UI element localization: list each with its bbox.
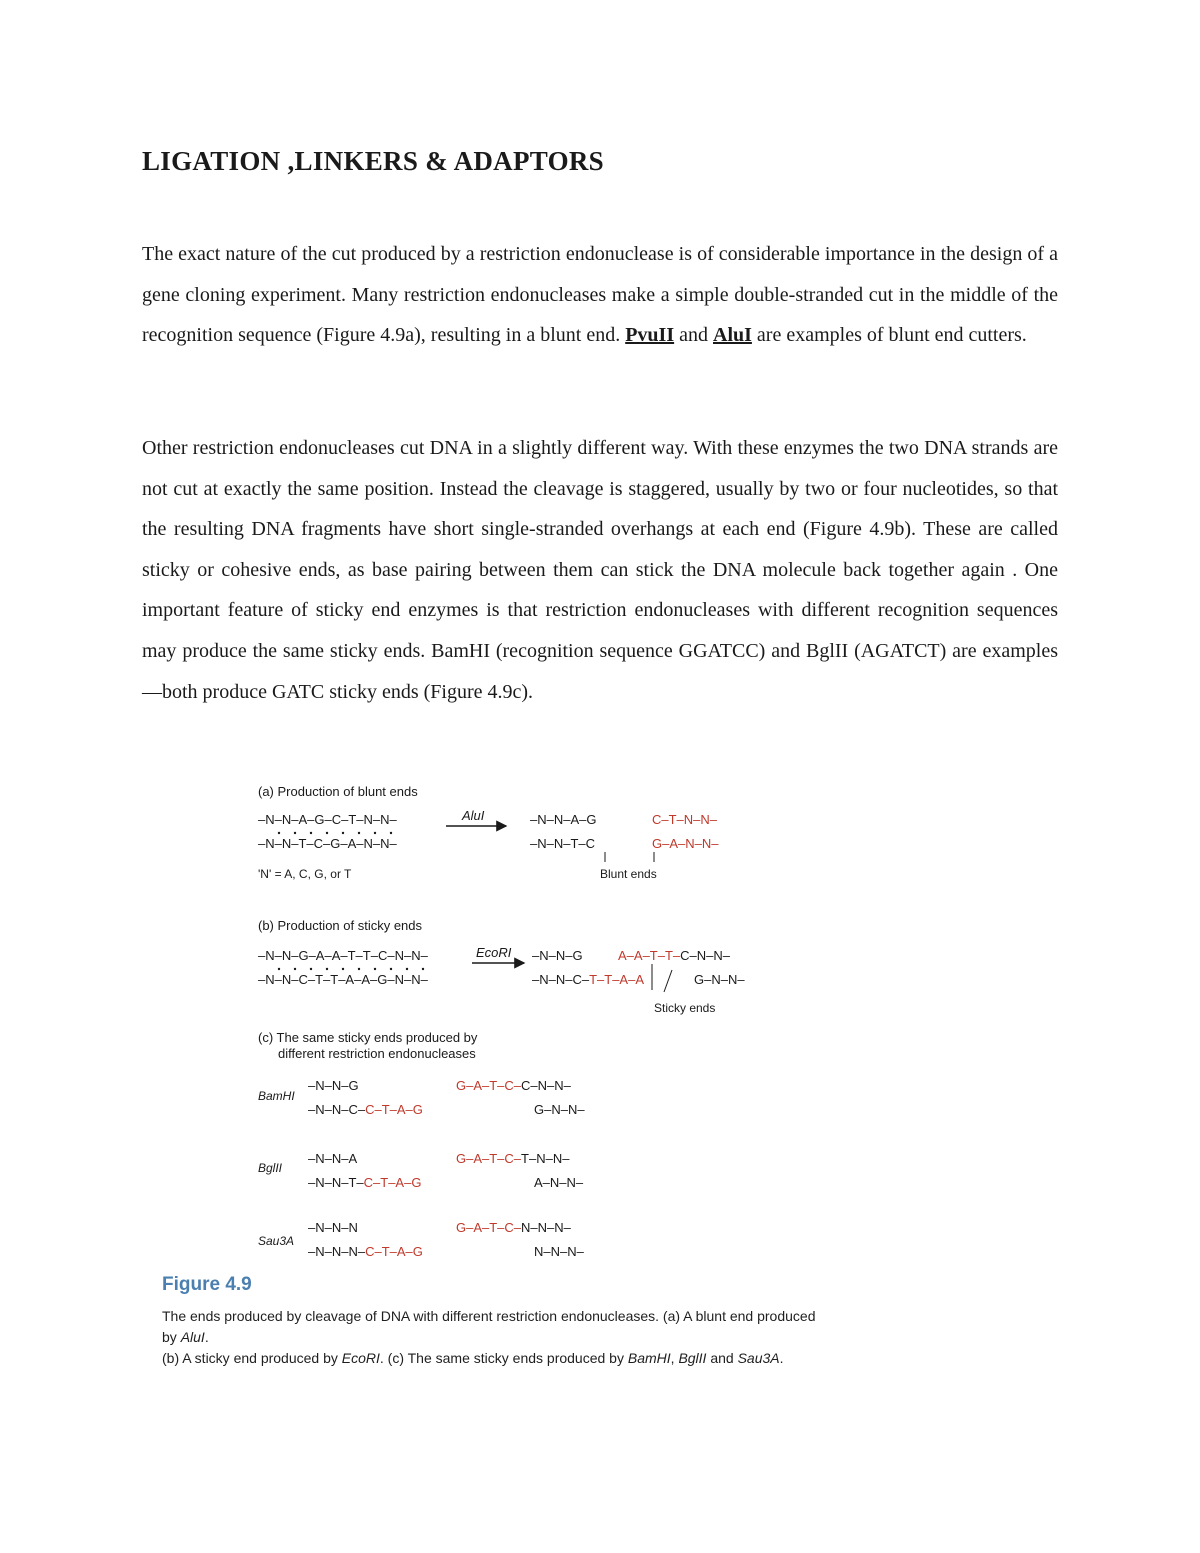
bglii-right-top-black: T–N–N– — [521, 1151, 570, 1166]
bamhi-right-top-red: G–A–T–C– — [456, 1078, 522, 1093]
caption-enzyme: BamHI — [627, 1350, 671, 1366]
sau3a-left-bottom-red: C–T–A–G — [365, 1244, 423, 1259]
panel-a-heading: (a) Production of blunt ends — [258, 784, 418, 799]
caption-text: . — [204, 1329, 209, 1345]
bglii-left-bottom-black: –N–N–T– — [308, 1175, 364, 1190]
panel-a-left-top: –N–N–A–G — [530, 812, 597, 827]
enzyme-pvuii-link[interactable]: PvuII — [625, 324, 675, 347]
sau3a-right-bottom: N–N–N– — [534, 1244, 584, 1259]
caption-enzyme: Sau3A — [737, 1350, 780, 1366]
panel-b-enzyme-label: EcoRI — [476, 945, 512, 960]
figure-4-9 — [160, 780, 820, 1366]
caption-enzyme: AluI — [180, 1329, 205, 1345]
bglii-left-bottom-red: C–T–A–G — [363, 1175, 422, 1190]
panel-b-left-bottom — [532, 972, 644, 987]
panel-a-blunt-label: Blunt ends — [600, 867, 657, 881]
panel-b-bottom-strand: –N–N–C–T–T–A–A–G–N–N– — [258, 972, 428, 987]
paragraph-blunt-ends — [142, 234, 1058, 356]
restriction-ends-diagram — [160, 780, 820, 1270]
panel-b-right-bottom: G–N–N– — [694, 972, 745, 987]
caption-enzyme: EcoRI — [341, 1350, 380, 1366]
panel-b-sticky-label: Sticky ends — [654, 1001, 716, 1015]
caption-text: , — [670, 1350, 679, 1366]
caption-enzyme: BglII — [678, 1350, 707, 1366]
caption-text: . — [779, 1350, 784, 1366]
sau3a-right-top — [456, 1220, 572, 1235]
bamhi-left-bottom-black: –N–N–C– — [308, 1102, 366, 1117]
bglii-right-top-red: G–A–T–C– — [456, 1151, 522, 1166]
sau3a-left-bottom — [308, 1244, 423, 1259]
panel-b-right-top — [618, 948, 731, 963]
bglii-left-top: –N–N–A — [308, 1151, 358, 1166]
bamhi-left-bottom-red: C–T–A–G — [365, 1102, 423, 1117]
caption-text: and — [706, 1350, 738, 1366]
sau3a-right-top-red: G–A–T–C– — [456, 1220, 522, 1235]
sau3a-left-top: –N–N–N — [308, 1220, 358, 1235]
bamhi-right-bottom: G–N–N– — [534, 1102, 585, 1117]
bamhi-right-top-black: C–N–N– — [521, 1078, 571, 1093]
panel-b-right-top-red: A–A–T–T– — [618, 948, 681, 963]
bamhi-left-top: –N–N–G — [308, 1078, 359, 1093]
panel-b-left-top: –N–N–G — [532, 948, 583, 963]
sau3a-right-top-black: N–N–N– — [521, 1220, 571, 1235]
bglii-enzyme-name: BglII — [258, 1161, 283, 1175]
panel-b-top-strand: –N–N–G–A–A–T–T–C–N–N– — [258, 948, 428, 963]
panel-c-heading-line1: (c) The same sticky ends produced by — [258, 1030, 478, 1045]
sau3a-enzyme-name: Sau3A — [258, 1234, 295, 1248]
panel-b-bond-dots — [278, 968, 424, 970]
panel-b-right-top-black: C–N–N– — [680, 948, 731, 963]
panel-a-right-bottom: G–A–N–N– — [652, 836, 719, 851]
paragraph-sticky-ends: Other restriction endonucleases cut DNA in a slightly different way. With these enzymes the two DNA strands are not cut at exactly the same position. Instead the cleavage is staggered, usually by two or four nucleotides, so that the resulting DNA fragments have short single-stranded overhangs at each end (Figure 4.9b). These are called sticky or cohesive ends, as base pairing between them can stick the DNA molecule back together again . One important feature of sticky end enzymes is that restriction endonucleases with different recognition sequences may produce the same sticky ends. BamHI (recognition sequence GGATCC) and BglII (AGATCT) are examples—both produce GATC sticky ends (Figure 4.9c). — [142, 437, 1058, 703]
enzyme-alui-link[interactable]: AluI — [713, 324, 752, 347]
panel-c-heading-line2: different restriction endonucleases — [278, 1046, 476, 1061]
bglii-right-top — [456, 1151, 570, 1166]
panel-b-left-bottom-red: T–T–A–A — [589, 972, 645, 987]
bamhi-enzyme-name: BamHI — [258, 1089, 295, 1103]
bglii-right-bottom: A–N–N– — [534, 1175, 584, 1190]
panel-b-left-bottom-black: –N–N–C– — [532, 972, 590, 987]
figure-caption — [162, 1306, 822, 1369]
paragraph-text: The exact nature of the cut produced by a restriction endonuclease is of considerable importance in the design of a gene cloning experiment. Many restriction endonucleases make a simple double-stranded cut in the middle of the recognition sequence (Figure 4.9a), resulting in a blunt end. — [142, 243, 1058, 347]
bamhi-left-bottom — [308, 1102, 423, 1117]
caption-text: (b) A sticky end produced by — [162, 1350, 342, 1366]
bglii-left-bottom — [308, 1175, 421, 1190]
panel-a-left-bottom: –N–N–T–C — [530, 836, 596, 851]
paragraph-text: and — [674, 324, 713, 347]
panel-a-bottom-strand: –N–N–T–C–G–A–N–N– — [258, 836, 397, 851]
sau3a-left-bottom-black: –N–N–N– — [308, 1244, 366, 1259]
caption-text: The ends produced by cleavage of DNA with different restriction endonucleases. (a) A blunt end produced by — [162, 1308, 816, 1345]
bamhi-right-top — [456, 1078, 572, 1093]
paragraph-text: are examples of blunt end cutters. — [751, 324, 1027, 347]
page-title: LIGATION ,LINKERS & ADAPTORS — [142, 146, 604, 176]
figure-heading: Figure 4.9 — [162, 1274, 252, 1295]
panel-a-bond-dots — [278, 832, 392, 834]
panel-a-enzyme-label: AluI — [462, 808, 485, 823]
panel-b-pointer — [664, 970, 672, 992]
panel-a-top-strand: –N–N–A–G–C–T–N–N– — [258, 812, 397, 827]
panel-a-right-top: C–T–N–N– — [652, 812, 718, 827]
panel-b-heading: (b) Production of sticky ends — [258, 918, 423, 933]
panel-a-note: 'N' = A, C, G, or T — [258, 867, 352, 881]
caption-text: . (c) The same sticky ends produced by — [379, 1350, 628, 1366]
